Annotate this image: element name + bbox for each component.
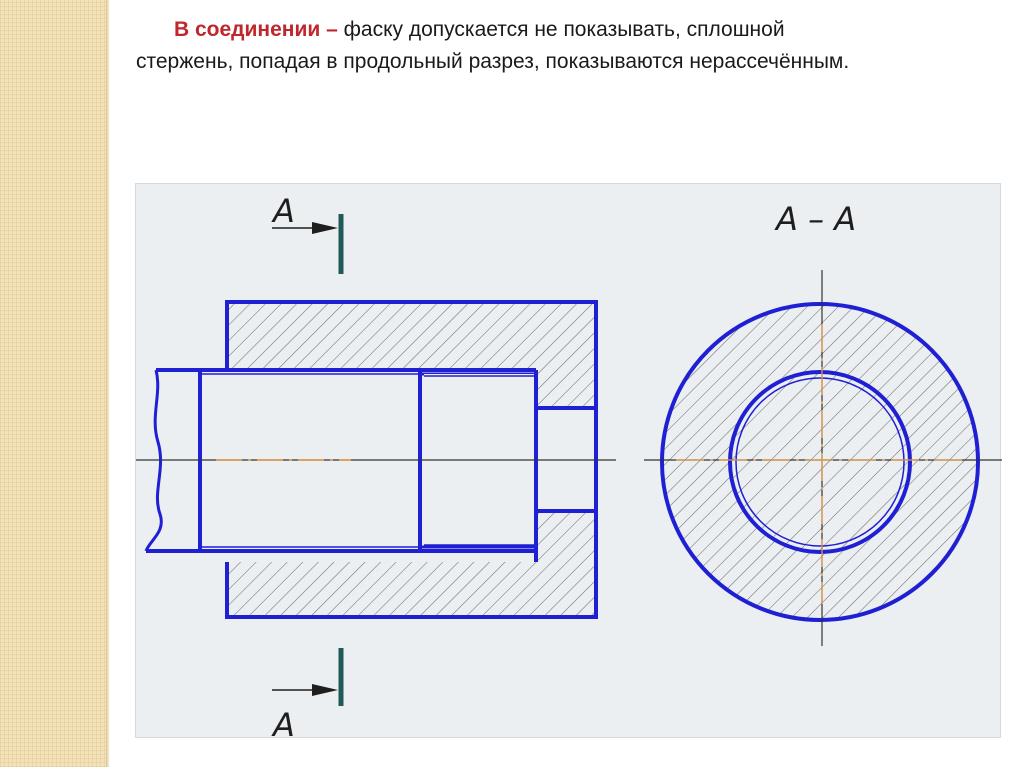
slide-text	[136, 14, 1006, 78]
section-arrow-icon	[272, 684, 338, 696]
longitudinal-section	[136, 192, 616, 739]
cross-section	[644, 200, 1002, 646]
text-line-2: стержень, попадая в продольный разрез, показываются нерассечённым.	[136, 50, 850, 73]
side-strip-edge	[106, 0, 110, 767]
cutting-plane-bottom	[271, 648, 341, 739]
text-line-1	[136, 14, 1006, 46]
section-label-top: А	[273, 192, 295, 230]
text-line-1-rest: фаску допускается не показывать, сплошной	[337, 18, 785, 41]
cutting-plane-top	[271, 192, 341, 274]
section-label-bottom: А	[273, 706, 295, 739]
decorative-side-strip	[0, 0, 106, 767]
section-view-title: А – А	[776, 200, 857, 238]
technical-drawing	[135, 183, 1001, 738]
drawing-canvas	[136, 184, 1002, 739]
highlight-phrase: В соединении –	[174, 18, 338, 41]
